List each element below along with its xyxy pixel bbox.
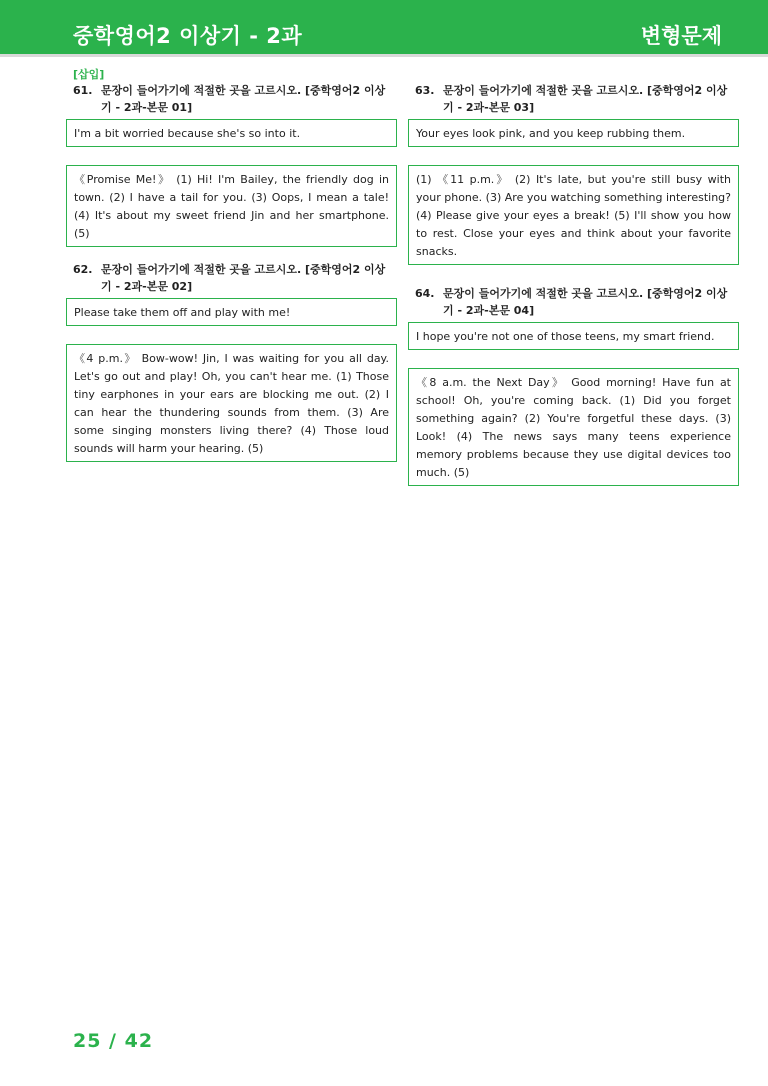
passage-box: 《Promise Me!》 (1) Hi! I'm Bailey, the friendly dog in town. (2) I have a tail for you. (3) Oops, I mean a tale! (4) It's about my sweet friend Jin and her smartphone. (5) [66,165,397,247]
question-prompt [408,285,739,319]
question-text: 문장이 들어가기에 적절한 곳을 고르시오. [중학영어2 이상기 - 2과-본문 04] [443,287,728,317]
question-62 [66,261,397,462]
section-tag: [삽입] [73,68,105,81]
question-prompt [408,82,739,116]
question-61 [66,82,397,247]
passage-box: 《4 p.m.》 Bow-wow! Jin, I was waiting for you all day. Let's go out and play! Oh, you can't hear me. (1) Those tiny earphones in your ears are blocking me out. (2) I can hear the thundering sounds from them. (3) Are some singing monsters living there? (4) Those loud sounds will harm your hearing. (5) [66,344,397,462]
question-63 [408,82,739,265]
page-header [0,0,768,57]
question-number: 61. [73,84,93,97]
question-text: 문장이 들어가기에 적절한 곳을 고르시오. [중학영어2 이상기 - 2과-본문 03] [443,84,728,114]
insert-sentence-box: I'm a bit worried because she's so into it. [66,119,397,147]
document-title: 중학영어2 이상기 - 2과 [73,24,303,48]
insert-sentence-box: I hope you're not one of those teens, my smart friend. [408,322,739,350]
passage-box: 《8 a.m. the Next Day》 Good morning! Have fun at school! Oh, you're coming back. (1) Did you forget something again? (2) You're forgetful these days. (3) Look! (4) The news says many teens experience memory problems because they use digital devices too much. (5) [408,368,739,486]
question-prompt [66,82,397,116]
question-64 [408,285,739,486]
insert-sentence-box: Your eyes look pink, and you keep rubbing them. [408,119,739,147]
question-text: 문장이 들어가기에 적절한 곳을 고르시오. [중학영어2 이상기 - 2과-본문 02] [101,263,386,293]
passage-box: (1) 《11 p.m.》 (2) It's late, but you're still busy with your phone. (3) Are you watching something interesting? (4) Please give your eyes a break! (5) I'll show you how to rest. Close your eyes and think about your favorite snacks. [408,165,739,265]
question-number: 63. [415,84,435,97]
question-number: 62. [73,263,93,276]
left-column [66,66,397,462]
question-text: 문장이 들어가기에 적절한 곳을 고르시오. [중학영어2 이상기 - 2과-본문 01] [101,84,386,114]
right-column [408,82,739,486]
question-number: 64. [415,287,435,300]
page-number: 25 / 42 [73,1030,154,1052]
question-prompt [66,261,397,295]
insert-sentence-box: Please take them off and play with me! [66,298,397,326]
document-type-label: 변형문제 [640,24,722,48]
